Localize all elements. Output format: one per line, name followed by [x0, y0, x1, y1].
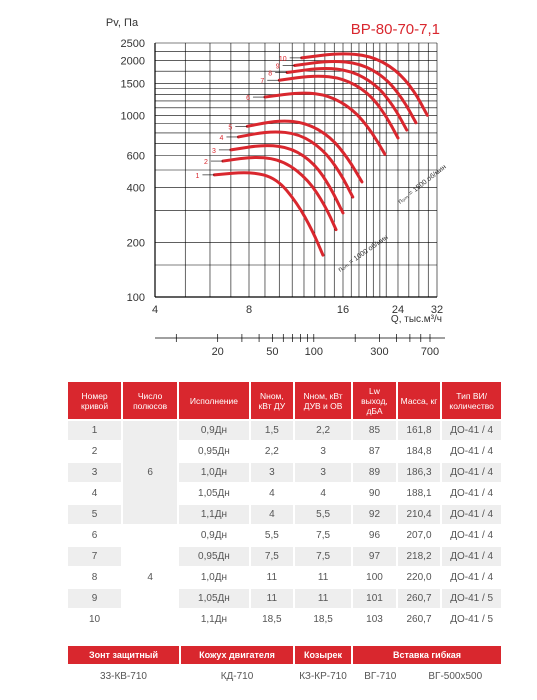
table-cell: 8 — [68, 568, 121, 587]
table-cell: 1,0Дн — [179, 463, 249, 482]
table-cell: 1,1Дн — [179, 610, 249, 629]
table-cell: 0,9Дн — [179, 526, 249, 545]
chart-labels — [121, 38, 444, 358]
table-cell: ДО-41 / 5 — [442, 610, 501, 629]
table-cell: 18,5 — [295, 610, 351, 629]
table-row — [68, 421, 501, 440]
acc-cover: КД-710 — [181, 666, 293, 686]
table-cell: 1 — [68, 421, 121, 440]
table-cell: 7,5 — [295, 547, 351, 566]
table-cell: 96 — [353, 526, 395, 545]
table-cell: ДО-41 / 4 — [442, 547, 501, 566]
table-cell: 3 — [295, 442, 351, 461]
accessories-header — [68, 646, 501, 664]
acc-flex-1: ВГ-710 — [353, 666, 408, 686]
table-cell: 184,8 — [398, 442, 441, 461]
table-cell: 11 — [295, 568, 351, 587]
table-cell: 2,2 — [251, 442, 293, 461]
x2-tick-label: 300 — [370, 346, 389, 358]
table-cell: ДО-41 / 4 — [442, 463, 501, 482]
x-tick-label: 32 — [430, 304, 444, 316]
x-tick-label: 16 — [336, 304, 350, 316]
poles-cell: 6 — [123, 421, 177, 524]
table-cell: 0,9Дн — [179, 421, 249, 440]
curve-label: 8 — [268, 70, 273, 78]
acc-visor: КЗ-КР-710 — [295, 666, 351, 686]
table-cell: 90 — [353, 484, 395, 503]
y-tick-label: 2000 — [120, 55, 145, 68]
table-cell: 3 — [295, 463, 351, 482]
table-cell: 1,5 — [251, 421, 293, 440]
spec-header-6: Масса, кг — [398, 382, 441, 419]
curve-label: 4 — [219, 134, 224, 142]
table-cell: 7,5 — [251, 547, 293, 566]
table-cell: ДО-41 / 4 — [442, 421, 501, 440]
table-cell: 4 — [68, 484, 121, 503]
table-cell: 1,05Дн — [179, 589, 249, 608]
annotation-1500: n₀ₘ = 1500 об/мин — [396, 163, 448, 206]
spec-header-7: Тип ВИ/ количество — [442, 382, 501, 419]
spec-header-1: Число полюсов — [123, 382, 177, 419]
poles-cell: 4 — [123, 526, 177, 629]
table-cell: 10 — [68, 610, 121, 629]
curve-label: 10 — [278, 55, 287, 63]
x-tick-label: 24 — [391, 304, 405, 316]
x-tick-label: 8 — [245, 304, 253, 316]
table-cell: 1,1Дн — [179, 505, 249, 524]
table-cell: 7 — [68, 547, 121, 566]
table-cell: 5,5 — [295, 505, 351, 524]
table-cell: 85 — [353, 421, 395, 440]
curve-label: 1 — [195, 172, 200, 180]
table-cell: 103 — [353, 610, 395, 629]
curve-label: 3 — [211, 147, 216, 155]
table-cell: 89 — [353, 463, 395, 482]
curve-label: 9 — [275, 63, 280, 71]
spec-table-header — [68, 382, 501, 419]
table-cell: ДО-41 / 4 — [442, 484, 501, 503]
x-axis-label: Q, тыс.м³/ч — [390, 314, 442, 325]
y-axis-label: Pv, Па — [105, 17, 139, 29]
table-cell: ДО-41 / 4 — [442, 505, 501, 524]
table-cell: 3 — [68, 463, 121, 482]
chart-title: ВР-80-70-7,1 — [350, 21, 440, 38]
y-tick-label: 400 — [126, 182, 145, 195]
x2-tick-label: 700 — [420, 346, 440, 358]
table-row — [68, 526, 501, 545]
x2-tick-label: 20 — [211, 346, 224, 358]
x2-tick-label: 50 — [266, 346, 279, 358]
spec-header-4: Nном, кВт ДУВ и ОВ — [295, 382, 351, 419]
table-cell: 3 — [251, 463, 293, 482]
accessories-table — [66, 644, 503, 688]
curve-label: 6 — [246, 95, 250, 103]
acc-flex-2: ВГ-500х500 — [410, 666, 501, 686]
annotation-1000: n₀ₘ = 1000 об/мин — [337, 234, 390, 274]
table-cell: 218,2 — [398, 547, 441, 566]
table-cell: 260,7 — [398, 610, 441, 629]
spec-header-5: Lw выход, дБА — [353, 382, 395, 419]
table-cell: 0,95Дн — [179, 442, 249, 461]
table-cell: 5,5 — [251, 526, 293, 545]
acc-header-flex: Вставка гибкая — [353, 646, 501, 664]
table-cell: 7,5 — [295, 526, 351, 545]
spec-header-2: Исполнение — [179, 382, 249, 419]
accessories-values — [68, 666, 501, 686]
table-cell: 87 — [353, 442, 395, 461]
table-cell: ДО-41 / 4 — [442, 568, 501, 587]
y-tick-label: 1500 — [120, 78, 145, 91]
x2-tick-label: 100 — [304, 346, 323, 358]
table-cell: 18,5 — [251, 610, 293, 629]
table-cell: 2 — [68, 442, 121, 461]
table-cell: 2,2 — [295, 421, 351, 440]
table-cell: 4 — [251, 484, 293, 503]
curve-label: 2 — [204, 159, 208, 167]
table-cell: 0,95Дн — [179, 547, 249, 566]
table-cell: 101 — [353, 589, 395, 608]
table-cell: 210,4 — [398, 505, 441, 524]
table-cell: 11 — [251, 589, 293, 608]
y-tick-label: 200 — [126, 237, 145, 250]
table-cell: 188,1 — [398, 484, 441, 503]
table-cell: ДО-41 / 5 — [442, 589, 501, 608]
curve-label: 7 — [260, 78, 265, 86]
table-cell: 207,0 — [398, 526, 441, 545]
acc-header-umbrella: Зонт защитный — [68, 646, 179, 664]
acc-header-visor: Козырек — [295, 646, 351, 664]
table-cell: 4 — [295, 484, 351, 503]
table-cell: ДО-41 / 4 — [442, 526, 501, 545]
table-cell: 1,0Дн — [179, 568, 249, 587]
table-cell: 5 — [68, 505, 121, 524]
table-cell: 260,7 — [398, 589, 441, 608]
table-cell: ДО-41 / 4 — [442, 442, 501, 461]
table-cell: 6 — [68, 526, 121, 545]
table-cell: 161,8 — [398, 421, 441, 440]
chart-grid — [155, 43, 445, 342]
table-cell: 100 — [353, 568, 395, 587]
table-cell: 186,3 — [398, 463, 441, 482]
curve-label: 5 — [228, 124, 233, 132]
table-cell: 11 — [251, 568, 293, 587]
acc-umbrella: 33-КВ-710 — [68, 666, 179, 686]
table-cell: 97 — [353, 547, 395, 566]
table-cell: 92 — [353, 505, 395, 524]
table-cell: 9 — [68, 589, 121, 608]
table-cell: 1,05Дн — [179, 484, 249, 503]
y-tick-label: 1000 — [120, 110, 145, 123]
spec-header-0: Номер кривой — [68, 382, 121, 419]
y-tick-label: 100 — [126, 292, 145, 304]
spec-table — [66, 380, 503, 631]
x-tick-label: 4 — [151, 304, 159, 316]
spec-header-3: Nном, кВт ДУ — [251, 382, 293, 419]
table-cell: 11 — [295, 589, 351, 608]
y-tick-label: 2500 — [120, 38, 145, 50]
table-cell: 220,0 — [398, 568, 441, 587]
acc-header-cover: Кожух двигателя — [181, 646, 293, 664]
table-cell: 4 — [251, 505, 293, 524]
y-tick-label: 600 — [126, 150, 145, 163]
spec-table-body — [68, 421, 501, 629]
curve-5 — [247, 121, 362, 182]
